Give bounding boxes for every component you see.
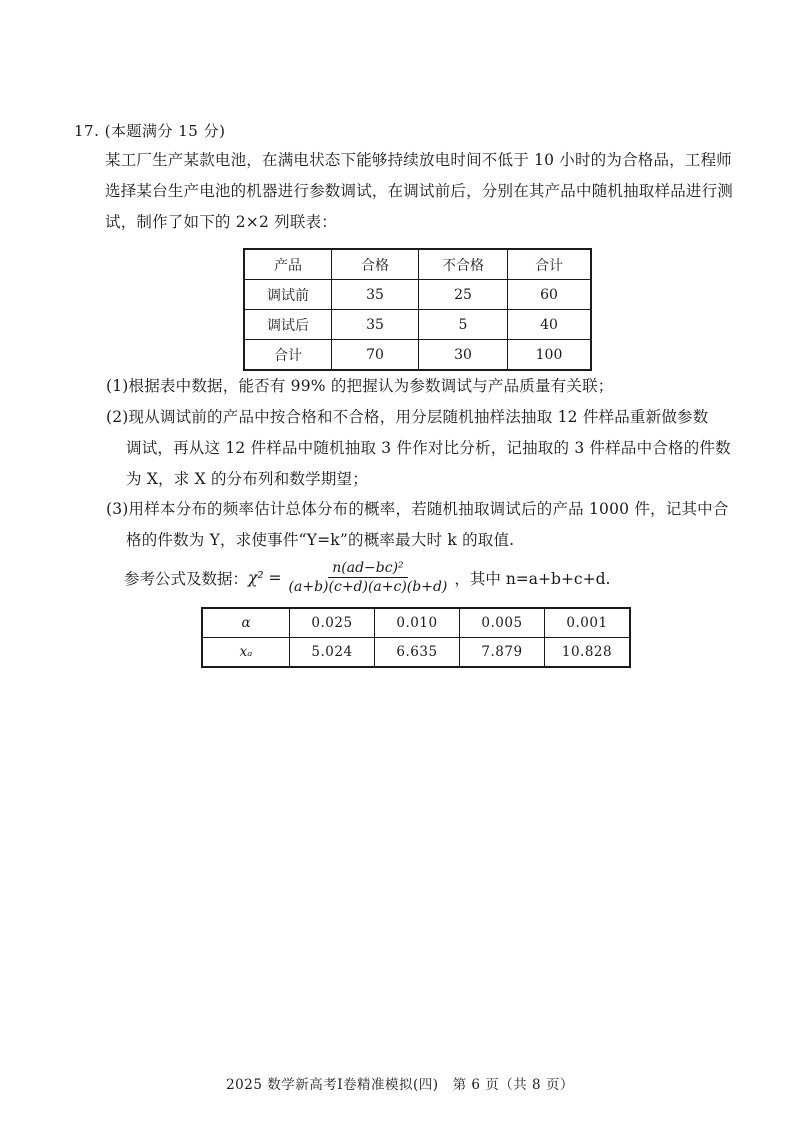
formula-fraction — [285, 560, 452, 595]
table-cell: 产品 — [244, 249, 332, 280]
table-cell: 40 — [508, 310, 592, 340]
table-header-row — [244, 249, 591, 280]
critical-value-table — [201, 607, 631, 668]
table-cell: 35 — [332, 310, 419, 340]
table-row — [244, 340, 591, 371]
table-cell: α — [202, 608, 290, 638]
part-3-continuation: 格的件数为 Y，求使事件“Y=k”的概率最大时 k 的取值. — [126, 531, 515, 549]
table-row — [244, 280, 591, 310]
formula-lead: 参考公式及数据： — [124, 569, 249, 588]
table-cell: 合计 — [508, 249, 592, 280]
table-cell: 5 — [419, 310, 508, 340]
part-2-first-line: (2)现从调试前的产品中按合格和不合格，用分层随机抽样法抽取 12 件样品重新做参数 — [106, 408, 709, 426]
table-cell: 不合格 — [419, 249, 508, 280]
table-cell: 100 — [508, 340, 592, 371]
table-cell: 10.828 — [545, 638, 631, 668]
reference-formula — [124, 560, 610, 595]
table-row-alpha — [202, 608, 630, 638]
table-cell: 35 — [332, 280, 419, 310]
table-cell: xₐ — [202, 638, 290, 668]
table-cell: 0.005 — [460, 608, 545, 638]
table-cell: 0.010 — [375, 608, 460, 638]
table-cell: 7.879 — [460, 638, 545, 668]
table-cell: 60 — [508, 280, 592, 310]
table-cell: 合计 — [244, 340, 332, 371]
formula-denominator: (a+b)(c+d)(a+c)(b+d) — [288, 579, 448, 595]
table-cell: 合格 — [332, 249, 419, 280]
table-cell: 5.024 — [290, 638, 375, 668]
part-2-continuation: 调试，再从这 12 件样品中随机抽取 3 件作对比分析，记抽取的 3 件样品中合格的件数为 X，求 X 的分布列和数学期望； — [126, 439, 731, 488]
formula-chi-square: χ² = — [248, 568, 282, 587]
table-cell: 70 — [332, 340, 419, 371]
formula-tail: ，其中 n=a+b+c+d. — [454, 569, 611, 588]
table-cell: 调试前 — [244, 280, 332, 310]
table-cell: 0.001 — [545, 608, 631, 638]
table-cell: 0.025 — [290, 608, 375, 638]
page-footer: 2025 数学新高考Ⅰ卷精准模拟(四) 第 6 页（共 8 页） — [226, 1077, 574, 1093]
question-header: 17. (本题满分 15 分) — [74, 122, 226, 140]
formula-numerator: n(ad−bc)² — [328, 560, 407, 578]
part-3 — [106, 494, 736, 556]
table-row — [244, 310, 591, 340]
question-intro: 某工厂生产某款电池，在满电状态下能够持续放电时间不低于 10 小时的为合格品，工程师选择某台生产电池的机器进行参数调试，在调试前后，分别在其产品中随机抽取样品进行测试，制作了如下的 2×2 列联表： — [105, 151, 734, 231]
table-cell: 调试后 — [244, 310, 332, 340]
table-row-critical-x — [202, 638, 630, 668]
table-cell: 6.635 — [375, 638, 460, 668]
part-1: (1)根据表中数据，能否有 99% 的把握认为参数调试与产品质量有关联； — [106, 377, 614, 395]
part-3-first-line: (3)用样本分布的频率估计总体分布的概率，若随机抽取调试后的产品 1000 件，记其中合 — [106, 500, 729, 518]
table-cell: 30 — [419, 340, 508, 371]
part-2 — [106, 402, 736, 495]
contingency-table — [243, 248, 592, 371]
table-cell: 25 — [419, 280, 508, 310]
